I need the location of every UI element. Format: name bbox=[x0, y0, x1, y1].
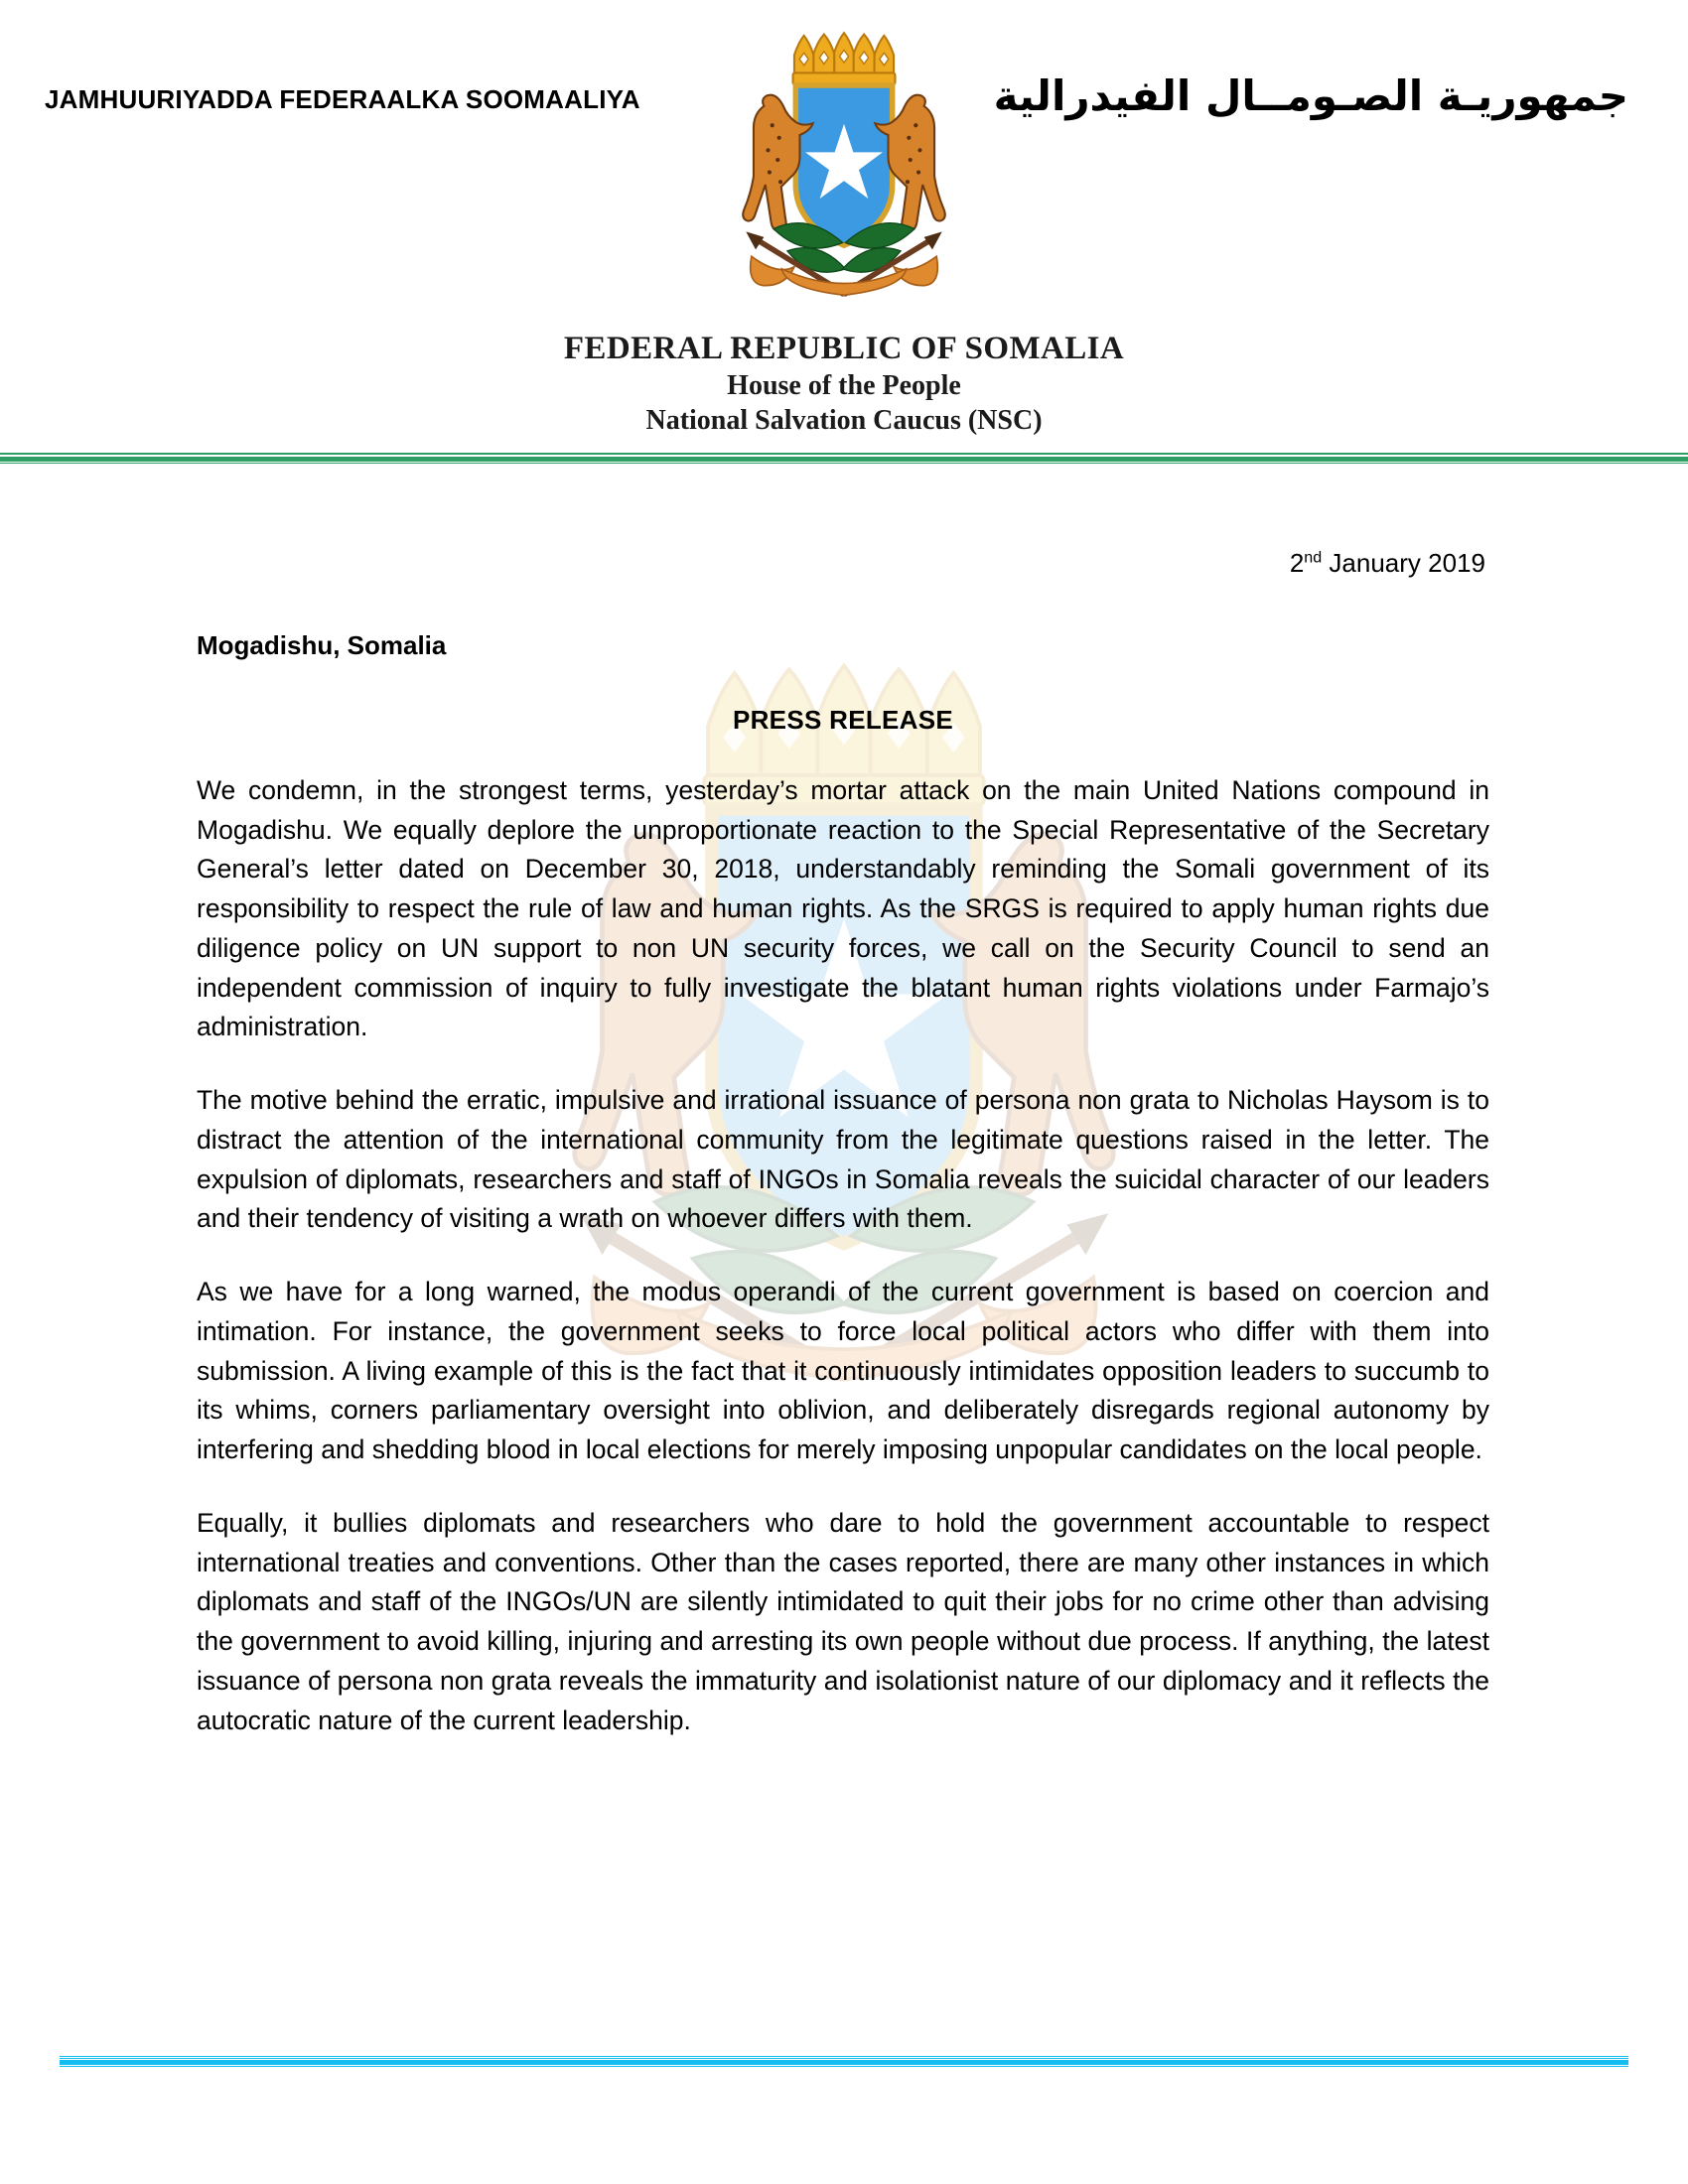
coat-of-arms-emblem bbox=[700, 22, 988, 305]
document-type-heading: PRESS RELEASE bbox=[732, 704, 954, 735]
document-location: Mogadishu, Somalia bbox=[197, 629, 447, 660]
footer-divider bbox=[60, 2056, 1628, 2067]
header-line-country: FEDERAL REPUBLIC OF SOMALIA bbox=[563, 331, 1125, 366]
somali-republic-title: JAMHUURIYADDA FEDERAALKA SOOMAALIYA bbox=[45, 84, 640, 114]
document-date bbox=[197, 548, 1485, 579]
header-line-chamber: House of the People bbox=[727, 369, 961, 401]
body-paragraph-1: We condemn, in the strongest terms, yesterday’s mortar attack on the main United Nations compound in Mogadishu. We equally deplore the unproportionate reaction to the Special Representative of the Secretary General’s letter dated on December 30, 2018, understandably reminding the Somali government of its responsibility to respect the rule of law and human rights. As the SRGS is required to apply human rights due diligence policy on UN support to non UN security forces, we call on the Security Council to send an independent commission of inquiry to fully investigate the blatant human rights violations under Farmajo’s administration. bbox=[197, 774, 1489, 1042]
arabic-republic-title: جمهوريـة الصـومــال الفيدرالية bbox=[993, 71, 1628, 120]
body-paragraph-2: The motive behind the erratic, impulsive and irrational issuance of persona non grata to Nicholas Haysom is to distract the attention of the international community from the legitimate questions raised in the letter. The expulsion of diplomats, researchers and staff of INGOs in Somalia reveals the suicidal character of our leaders and their tendency of visiting a wrath on whoever differs with them. bbox=[197, 1085, 1489, 1234]
header-line-caucus: National Salvation Caucus (NSC) bbox=[645, 404, 1043, 436]
body-paragraph-4: Equally, it bullies diplomats and researchers who dare to hold the government accountable to respect international treaties and conventions. Other than the cases reported, there are many other instances in which diplomats and staff of the INGOs/UN are silently intimidated to quit their jobs for no crime other than advising the government to avoid killing, injuring and arresting its own people without due process. If anything, the latest issuance of persona non grata reveals the immaturity and isolationist nature of our diplomacy and it reflects the autocratic nature of the current leadership. bbox=[197, 1507, 1489, 1735]
body-paragraph-3: As we have for a long warned, the modus operandi of the current government is based on coercion and intimation. For instance, the government seeks to force local political actors who differ with them into submission. A living example of this is the fact that it continuously intimidates opposition leaders to succumb to its whims, corners parliamentary oversight into oblivion, and deliberately disregards regional autonomy by interfering and shedding blood in local elections for merely imposing unpopular candidates on the local people. bbox=[197, 1277, 1489, 1465]
date-ordinal-suffix: nd bbox=[1304, 548, 1323, 567]
date-month-year: January 2019 bbox=[1322, 547, 1485, 578]
header-divider bbox=[0, 452, 1688, 465]
letterhead bbox=[0, 0, 1688, 328]
date-number: 2 bbox=[1289, 547, 1305, 578]
header-titles bbox=[0, 330, 1688, 438]
document-body bbox=[0, 548, 1688, 1741]
